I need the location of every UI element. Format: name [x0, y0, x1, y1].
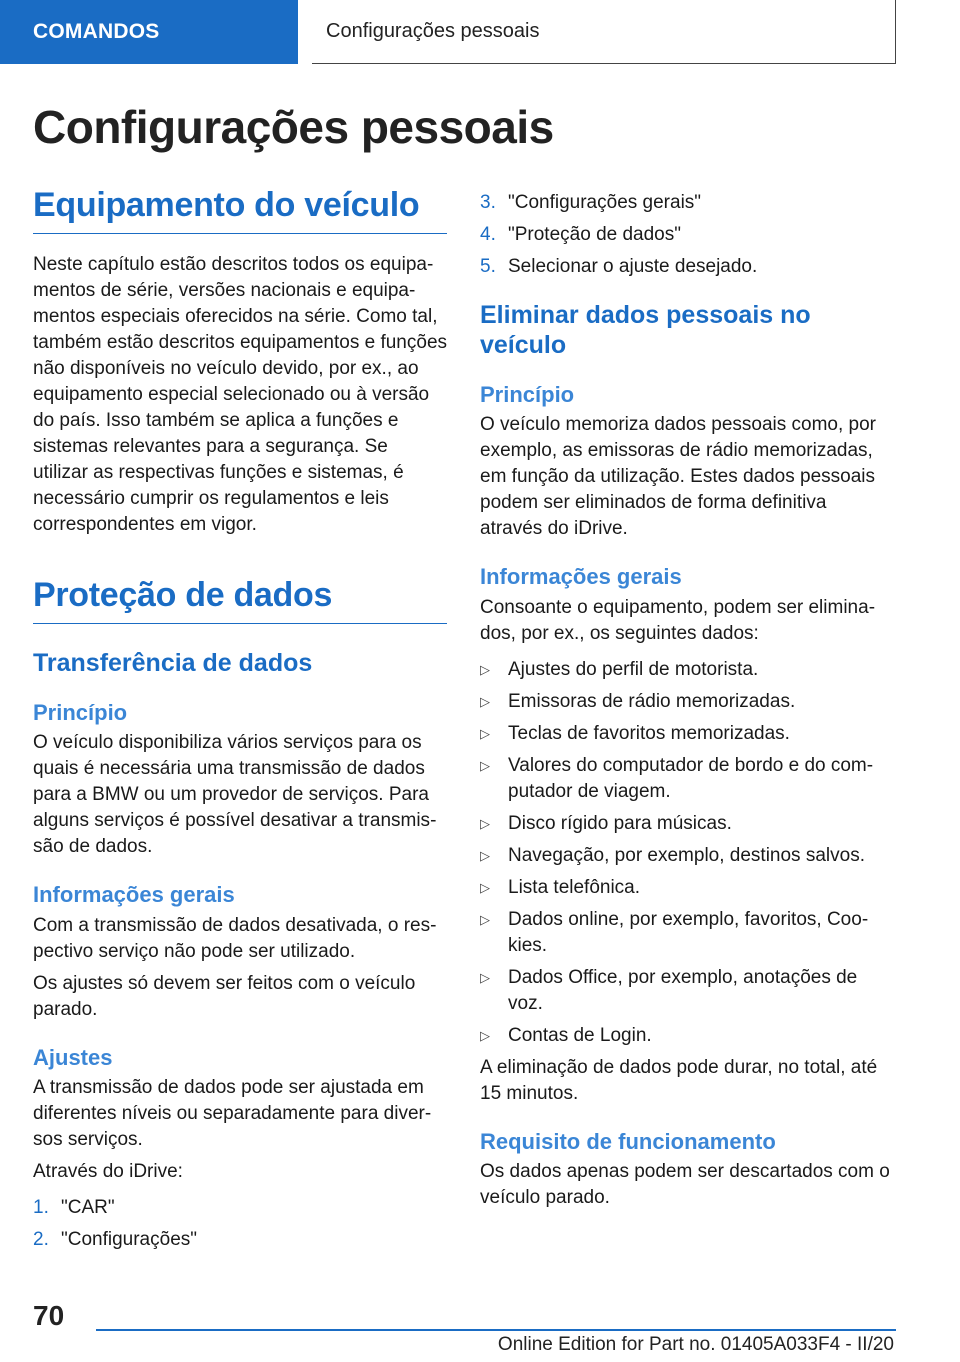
heading-principio-left: Princípio: [33, 700, 128, 725]
step-text: "Configurações gerais": [508, 192, 702, 213]
data-bullets-list: [480, 657, 892, 1049]
heading-requisito: Requisito de funcionamento: [480, 1128, 776, 1154]
page-number: 70: [33, 1300, 65, 1331]
info-body-left-2: Os ajustes só devem ser feitos com o veículo parado.: [33, 972, 416, 1020]
heading-protecao-dados: Proteção de dados: [33, 576, 447, 624]
list-item: [480, 1023, 892, 1049]
footer-divider: [96, 1329, 896, 1331]
info-body-left-1: Com a transmissão de dados desativada, o respectivo serviço não pode ser utilizado.: [33, 914, 437, 962]
list-item: [480, 843, 892, 869]
page-title: Configurações pessoais: [33, 101, 554, 153]
bullet-text: Disco rígido para músicas.: [508, 812, 732, 834]
step-text: "CAR": [61, 1197, 115, 1219]
heading-eliminar-dados: Eliminar dados pessoais no veículo: [480, 301, 811, 359]
breadcrumb: Configurações pessoais: [312, 0, 896, 64]
principio-body-left: O veículo disponibiliza vários serviços para os quais é necessária uma transmissão de dados para a BMW ou um provedor de serviços. Para alguns serviços é possível desativar a transmissão de dados.: [33, 732, 437, 858]
right-column: [480, 190, 892, 1211]
bullet-text: Dados Office, por exemplo, anotações de voz.: [508, 966, 858, 1014]
list-item: [480, 753, 892, 805]
list-item: [480, 689, 892, 715]
triangle-right-icon: ▷: [480, 911, 490, 927]
steps-list-left: [33, 1195, 447, 1253]
list-item: [480, 907, 892, 959]
equipamento-body: Neste capítulo estão descritos todos os equipamentos de série, versões nacionais e equipamentos especiais oferecidos na série. Como tal, também estão descritos equipamentos e funções não disponíveis no veículo devido, por ex., ao equipamento especial selecionado ou à versão do país. Isso também se aplica a funções e sistemas relevantes para a segurança. Se utilizar as respectivas funções e sistemas, é necessário cumprir os regulamentos e leis correspondentes em vigor.: [33, 254, 448, 535]
info-body-right: Consoante o equipamento, podem ser eliminados, por ex., os seguintes dados:: [480, 596, 876, 644]
bullet-text: Navegação, por exemplo, destinos salvos.: [508, 844, 865, 866]
triangle-right-icon: ▷: [480, 815, 490, 831]
bullet-text: Dados online, por exemplo, favoritos, Cookies.: [508, 908, 869, 956]
triangle-right-icon: ▷: [480, 1027, 490, 1043]
triangle-right-icon: ▷: [480, 725, 490, 741]
idrive-intro: Através do iDrive:: [33, 1161, 183, 1183]
list-item: [33, 1195, 447, 1221]
list-item: [480, 190, 892, 216]
bullet-text: Valores do computador de bordo e do computador de viagem.: [508, 754, 874, 802]
triangle-right-icon: ▷: [480, 969, 490, 985]
list-item: [480, 721, 892, 747]
triangle-right-icon: ▷: [480, 847, 490, 863]
step-text: "Proteção de dados": [508, 224, 681, 245]
triangle-right-icon: ▷: [480, 879, 490, 895]
heading-transferencia: Transferência de dados: [33, 649, 313, 677]
principio-body-right: O veículo memoriza dados pessoais como, por exemplo, as emissoras de rádio memorizadas, em função da utilização. Estes dados pessoais podem ser eliminados de forma definitiva através do iDrive.: [480, 414, 877, 540]
ajustes-body: A transmissão de dados pode ser ajustada em diferentes níveis ou separadamente para diversos serviços.: [33, 1077, 432, 1151]
step-text: "Configurações": [61, 1229, 198, 1251]
duration-body: A eliminação de dados pode durar, no total, até 15 minutos.: [480, 1056, 878, 1104]
heading-info-right: Informações gerais: [480, 564, 682, 590]
step-number: 5.: [480, 256, 496, 277]
step-number: 1.: [33, 1197, 49, 1219]
triangle-right-icon: ▷: [480, 661, 490, 677]
list-item: [33, 1227, 447, 1253]
list-item: [480, 254, 892, 280]
triangle-right-icon: ▷: [480, 757, 490, 773]
step-number: 2.: [33, 1229, 49, 1251]
steps-list-right: [480, 190, 892, 280]
heading-equipamento: Equipamento do veículo: [33, 186, 447, 234]
heading-info-left: Informações gerais: [33, 882, 235, 908]
footer-edition: Online Edition for Part no. 01405A033F4 - II/20: [497, 1334, 894, 1355]
bullet-text: Ajustes do perfil de motorista.: [508, 658, 759, 680]
requisito-body: Os dados apenas podem ser descartados com o veículo parado.: [480, 1161, 890, 1209]
list-item: [480, 657, 892, 683]
left-column: [33, 186, 447, 1259]
section-tab: COMANDOS: [0, 0, 298, 64]
heading-principio-right: Princípio: [480, 382, 575, 407]
step-number: 4.: [480, 224, 496, 245]
bullet-text: Lista telefônica.: [508, 876, 641, 898]
heading-ajustes: Ajustes: [33, 1044, 113, 1070]
bullet-text: Contas de Login.: [508, 1024, 652, 1046]
step-text: Selecionar o ajuste desejado.: [508, 256, 758, 277]
bullet-text: Emissoras de rádio memorizadas.: [508, 690, 796, 712]
list-item: [480, 875, 892, 901]
bullet-text: Teclas de favoritos memorizadas.: [508, 722, 790, 744]
list-item: [480, 811, 892, 837]
list-item: [480, 965, 892, 1017]
step-number: 3.: [480, 192, 496, 213]
list-item: [480, 222, 892, 248]
triangle-right-icon: ▷: [480, 693, 490, 709]
